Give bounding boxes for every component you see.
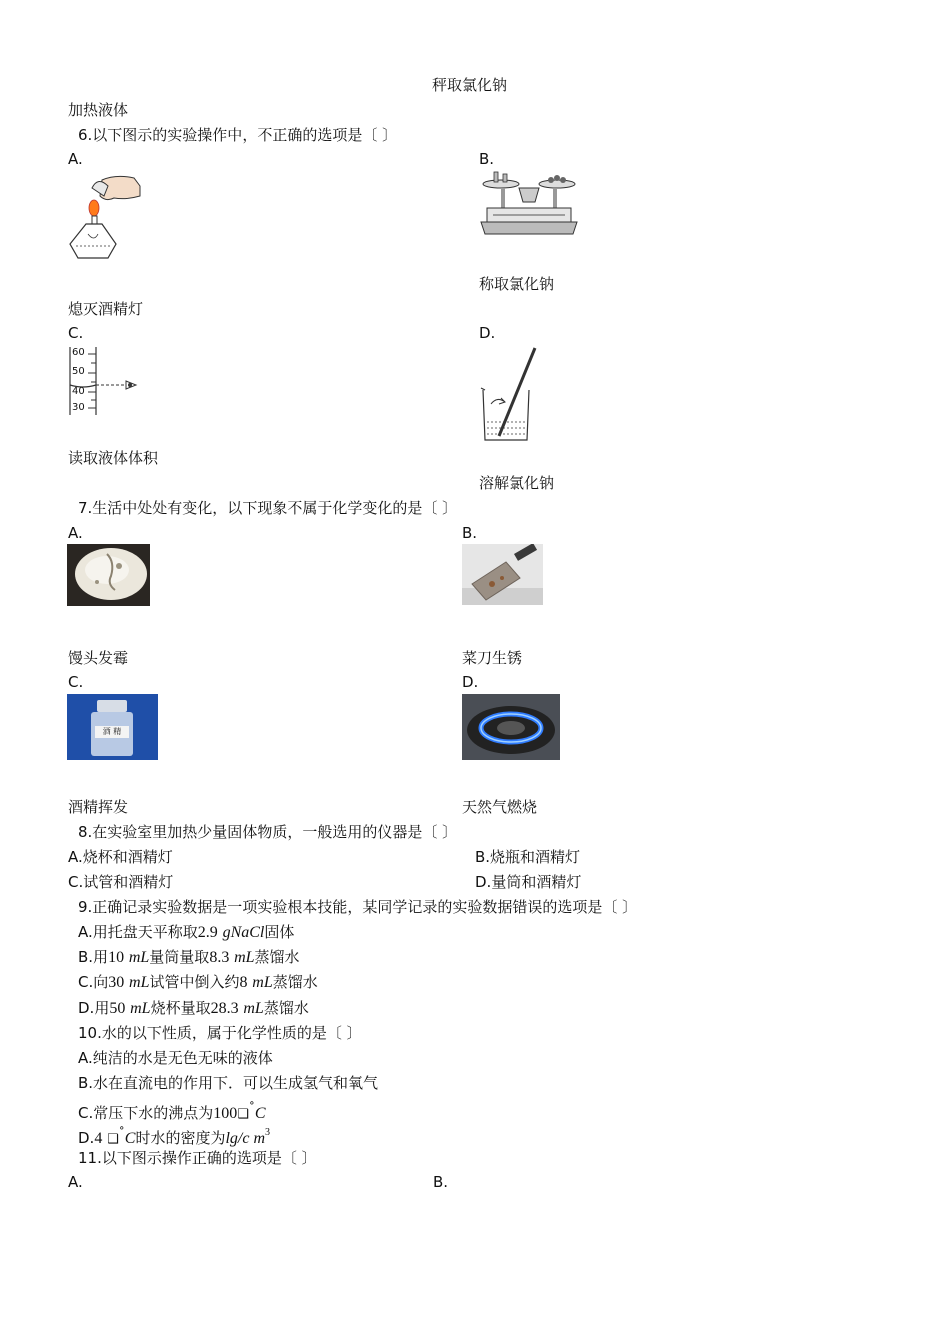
q11-option-b-label[interactable]: B.	[433, 1173, 449, 1191]
cylinder-tick-label: 60	[72, 347, 85, 358]
q8-option-d[interactable]: D.量筒和酒精灯	[475, 873, 582, 891]
gas-flame-photo	[462, 694, 560, 760]
q7-option-b-label[interactable]: B.	[462, 524, 478, 542]
q7-option-b-caption: 菜刀生锈	[462, 649, 523, 667]
cylinder-tick-label: 30	[72, 402, 85, 413]
q7-option-a-label[interactable]: A.	[68, 524, 83, 542]
balance-illustration	[479, 168, 579, 238]
q8-option-c[interactable]: C.试管和酒精灯	[68, 873, 174, 891]
q10-option-c[interactable]: C.常压下水的沸点为100❑˚C	[78, 1101, 266, 1122]
q6-option-a-caption: 熄灭酒精灯	[68, 300, 144, 318]
q6-option-c-caption: 读取液体体积	[68, 449, 159, 467]
q11-stem: 11.以下图示操作正确的选项是〔 〕	[78, 1149, 317, 1167]
q6-option-b-label[interactable]: B.	[479, 150, 495, 168]
q6-option-a-label[interactable]: A.	[68, 150, 83, 168]
q7-option-d-caption: 天然气燃烧	[462, 798, 538, 816]
q6-option-d-caption: 溶解氯化钠	[479, 474, 555, 492]
q7-option-d-label[interactable]: D.	[462, 673, 479, 691]
q9-option-c[interactable]: C.向30 mL试管中倒入约8 mL蒸馏水	[78, 973, 318, 991]
q7-option-c-label[interactable]: C.	[68, 673, 84, 691]
moldy-bun-photo	[67, 544, 150, 606]
page-header-title: 秤取氯化钠	[432, 76, 508, 94]
q10-option-d[interactable]: D.4 ❑˚C时水的密度为lg/c $m^3$	[78, 1126, 270, 1147]
cylinder-reading-illustration	[68, 345, 140, 417]
q10-option-a[interactable]: A.纯洁的水是无色无味的液体	[78, 1049, 273, 1067]
cylinder-tick-label: 40	[72, 386, 85, 397]
rusty-knife-photo	[462, 544, 543, 605]
q8-option-a[interactable]: A.烧杯和酒精灯	[68, 848, 173, 866]
q9-option-b[interactable]: B.用10 mL量筒量取8.3 mL蒸馏水	[78, 948, 300, 966]
prev-caption: 加热液体	[68, 101, 129, 119]
q6-option-d-label[interactable]: D.	[479, 324, 496, 342]
q6-option-b-caption: 称取氯化钠	[479, 275, 555, 293]
q6-stem: 6.以下图示的实验操作中，不正确的选项是〔 〕	[78, 126, 398, 144]
bottle-label: 酒 精	[95, 726, 129, 738]
q9-stem: 9.正确记录实验数据是一项实验根本技能，某同学记录的实验数据错误的选项是〔 〕	[78, 898, 638, 916]
q7-option-a-caption: 馒头发霉	[68, 649, 129, 667]
alcohol-bottle-photo	[67, 694, 158, 760]
q9-option-a[interactable]: A.用托盘天平称取2.9 gNaCl固体	[78, 923, 295, 941]
q7-option-c-caption: 酒精挥发	[68, 798, 129, 816]
extinguish-lamp-illustration	[68, 172, 144, 262]
cylinder-tick-label: 50	[72, 366, 85, 377]
q10-option-b[interactable]: B.水在直流电的作用下．可以生成氢气和氧气	[78, 1074, 379, 1092]
q11-option-a-label[interactable]: A.	[68, 1173, 83, 1191]
dissolve-beaker-illustration	[479, 344, 539, 442]
q8-option-b[interactable]: B.烧瓶和酒精灯	[475, 848, 581, 866]
q10-stem: 10.水的以下性质，属于化学性质的是〔 〕	[78, 1024, 362, 1042]
q9-option-d[interactable]: D.用50 mL烧杯量取28.3 mL蒸馏水	[78, 999, 309, 1017]
q6-option-c-label[interactable]: C.	[68, 324, 84, 342]
q7-stem: 7.生活中处处有变化，以下现象不属于化学变化的是〔 〕	[78, 499, 458, 517]
q8-stem: 8.在实验室里加热少量固体物质，一般选用的仪器是〔 〕	[78, 823, 458, 841]
